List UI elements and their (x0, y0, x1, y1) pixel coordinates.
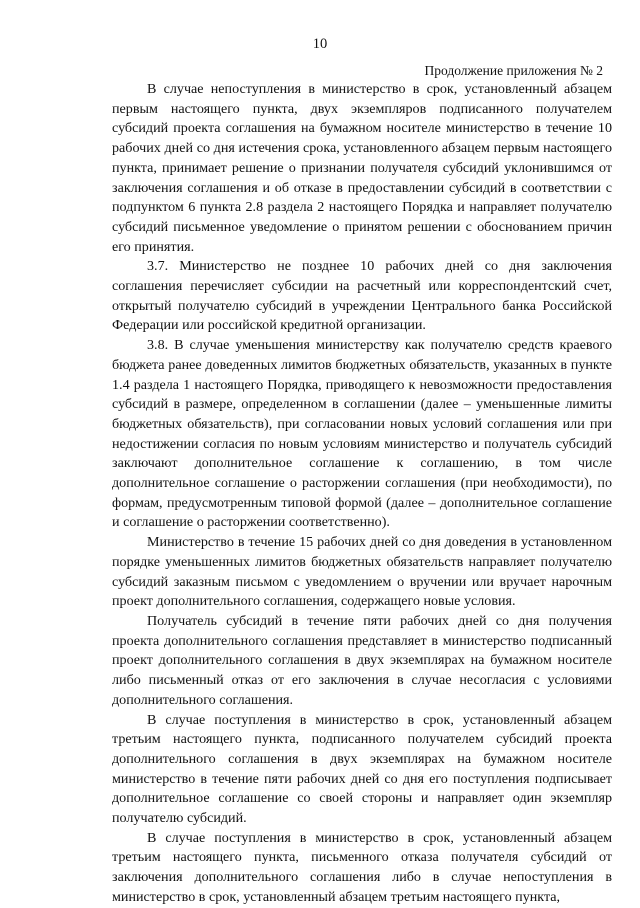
document-body (112, 80, 612, 908)
paragraph-3-7-subsidy-transfer: 3.7. Министерство не позднее 10 рабочих дней со дня заключения соглашения перечисляет субсидии на расчетный или корреспондентский счет, открытый получателю субсидий в учреждении Центрального банка Российской Федерации или российской кредитной организации. (112, 258, 612, 334)
paragraph-recipient-response: Получатель субсидий в течение пяти рабочих дней со дня получения проекта дополнительного соглашения представляет в министерство подписанный проект дополнительного соглашения в двух экземплярах на бумажном носителе либо письменный отказ от его заключения в случае несогласия с условиями дополнительного соглашения. (112, 612, 612, 708)
paragraph-3-8-reduced-limits: 3.8. В случае уменьшения министерству как получателю средств краевого бюджета ранее доведенных лимитов бюджетных обязательств, указанных в пункте 1.4 раздела 1 настоящего Порядка, приводящего к невозможности предоставления субсидий в размере, определенном в соглашении (далее – уменьшенные лимиты бюджетных обязательств), при согласовании новых условий соглашения или при недостижении согласия по новым условиям министерство и получатель субсидий заключают дополнительное соглашение к соглашению, в том числе дополнительное соглашение о расторжении соглашения (при необходимости), по формам, предусмотренным типовой формой (далее – дополнительное соглашение и соглашение о расторжении соответственно). (112, 337, 612, 531)
paragraph-refusal-received: В случае поступления в министерство в срок, установленный абзацем третьим настоящего пункта, письменного отказа получателя субсидий от заключения дополнительного соглашения либо в случае непоступления в министерство в срок, установленный абзацем третьим настоящего пункта, (112, 829, 612, 905)
paragraph-refusal-decision: В случае непоступления в министерство в срок, установленный абзацем первым настоящего пункта, двух экземпляров подписанного получателем субсидий проекта соглашения на бумажном носителе министерство в течение 10 рабочих дней со дня истечения срока, установленного абзацем первым настоящего пункта, принимает решение о признании получателя субсидий уклонившимся от заключения соглашения и об отказе в предоставлении субсидий в соответствии с подпунктом 6 пункта 2.8 раздела 2 настоящего Порядка и направляет получателю субсидий письменное уведомление о принятом решении с обоснованием причин его принятия. (112, 81, 612, 255)
paragraph-ministry-signs: В случае поступления в министерство в срок, установленный абзацем третьим настоящего пункта, подписанного получателем субсидий проекта дополнительного соглашения в двух экземплярах на бумажном носителе министерство в течение пяти рабочих дней со дня его поступления подписывает дополнительное соглашение со своей стороны и направляет один экземпляр получателю субсидий. (112, 711, 612, 827)
attachment-continuation-label: Продолжение приложения № 2 (424, 63, 603, 78)
paragraph-ministry-sends-draft: Министерство в течение 15 рабочих дней со дня доведения в установленном порядке уменьшенных лимитов бюджетных обязательств направляет получателю субсидий заказным письмом с уведомлением о вручении или вручает нарочным проект дополнительного соглашения, содержащего новые условия. (112, 534, 612, 610)
page-number: 10 (312, 36, 328, 52)
